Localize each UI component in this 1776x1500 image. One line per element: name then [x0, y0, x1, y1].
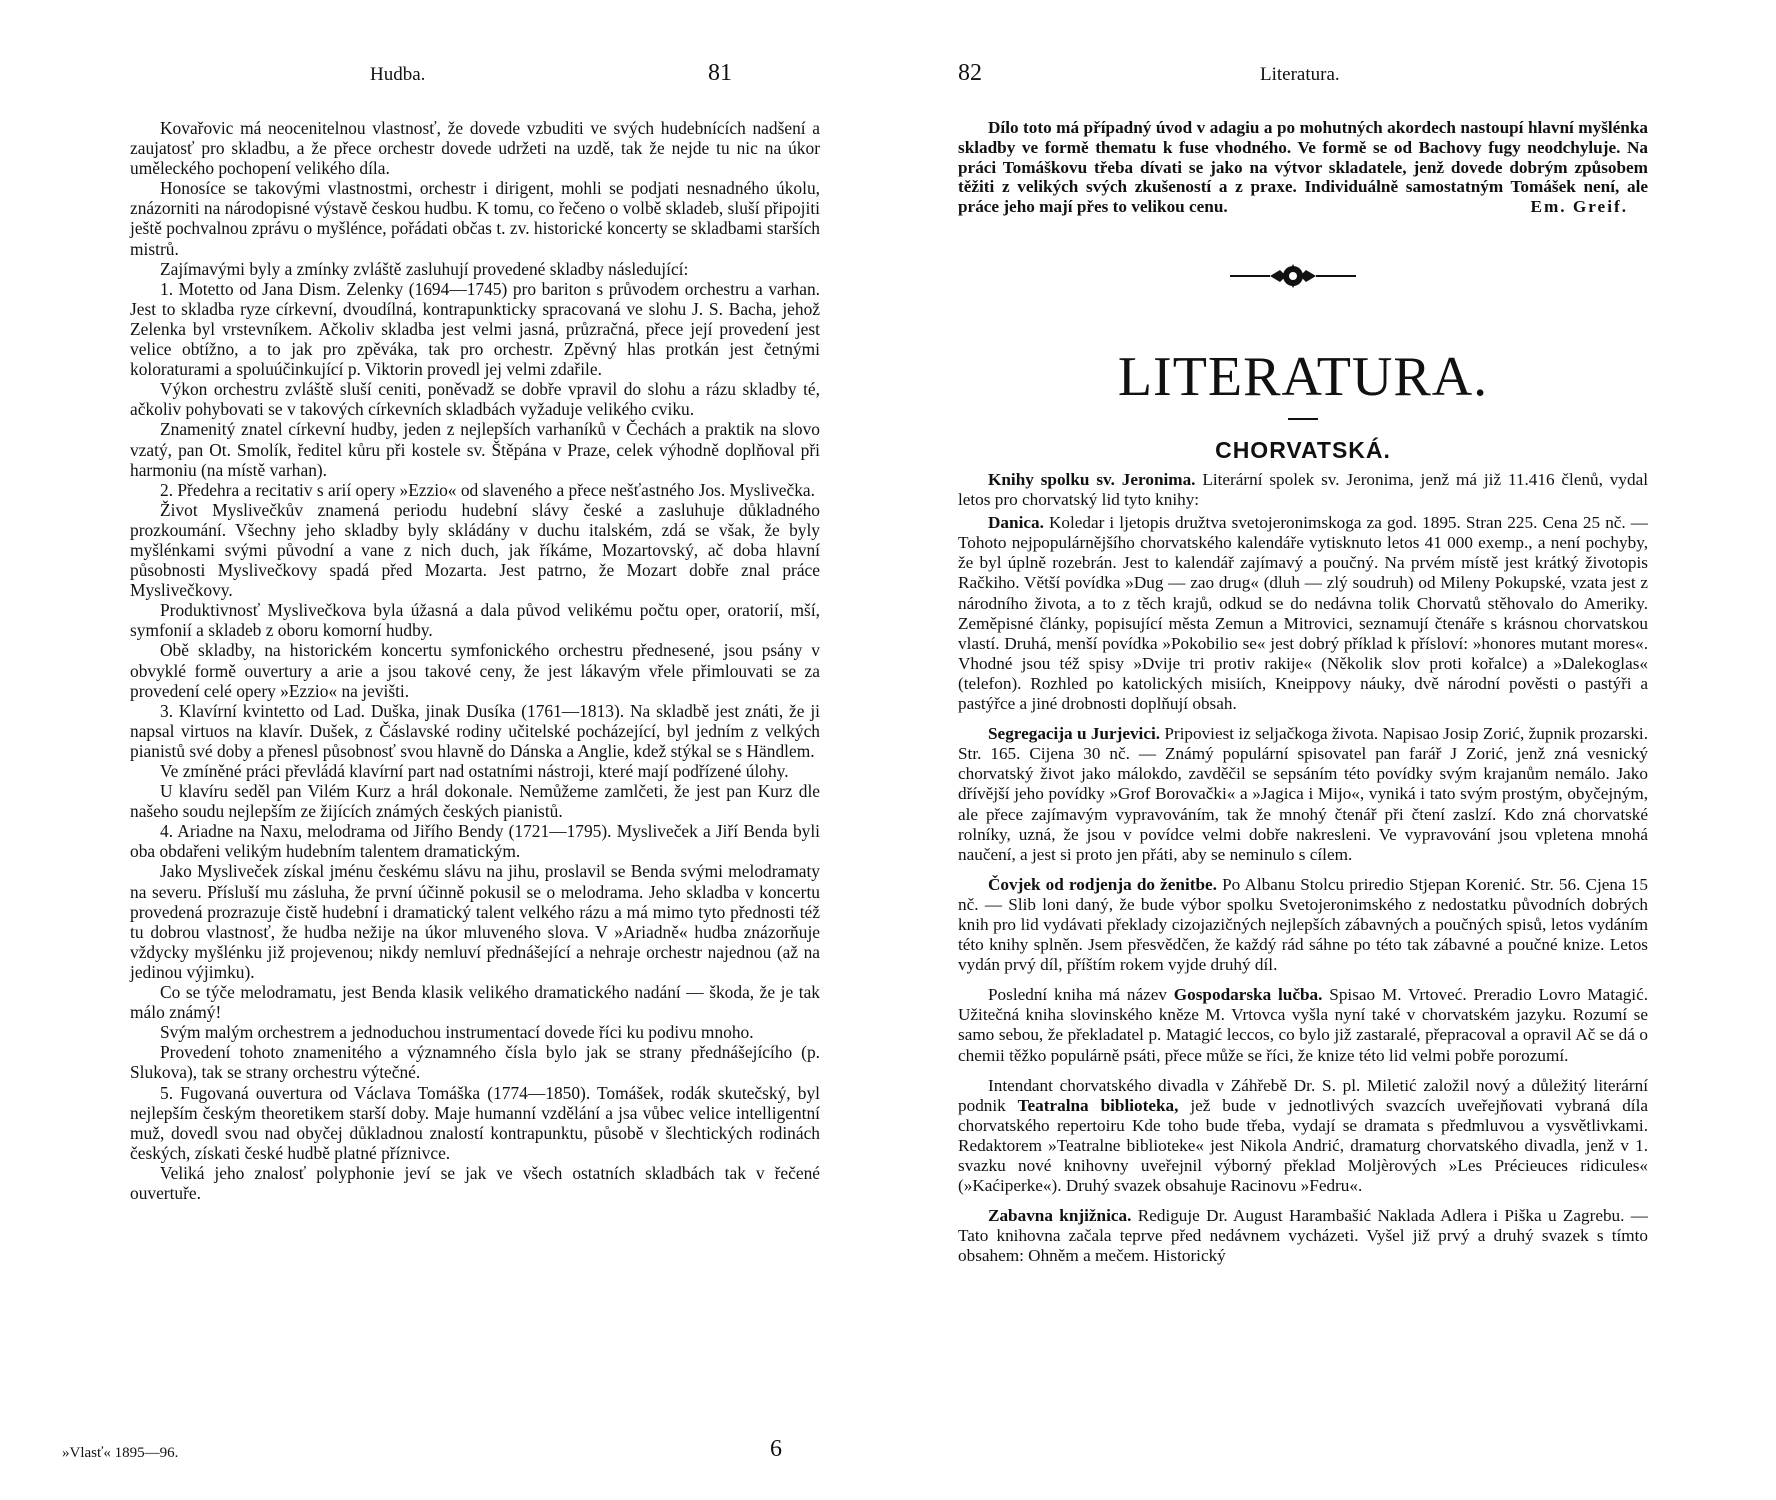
paragraph: Znamenitý znatel církevní hudby, jeden z nejlepších varhaníků v Čechách a praktik na slovo vzatý, pan Ot. Smolík, ředitel kůru při kostele sv. Štěpána v Praze, celek výhodně doplňoval při harmoniu (na místě varhan). — [130, 419, 820, 480]
entry-title: Gospodarska lučba. — [1173, 985, 1323, 1005]
entry — [958, 985, 1648, 1065]
right-page — [958, 0, 1648, 1500]
entry-lead-in: Poslední kniha má název — [988, 985, 1174, 1005]
paragraph: 2. Předehra a recitativ s arií opery »Ezzio« od slaveného a přece nešťastného Jos. Myslivečka. — [160, 479, 816, 500]
section-title: CHORVATSKÁ. — [1215, 437, 1391, 463]
entry — [958, 1076, 1648, 1197]
author-signature: Em. Greif. — [1530, 196, 1628, 216]
entry-title: Teatralna biblioteka, — [1017, 1095, 1179, 1115]
paragraph: Ve zmíněné práci převládá klavírní part nad ostatními nástroji, které mají podřízené úlohy. — [160, 761, 789, 781]
paragraph: Kovařovic má neocenitelnou vlastnosť, že dovede vzbuditi ve svých hudebnících nadšení a zaujatosť pro skladbu, a že přece orchestr dovede udržeti na uzdě, tak že nejde tu nic na úkor uměleckého pochopení velikého díla. — [130, 118, 820, 179]
entry-text: jež bude v jednotlivých svazcích uveřejňovati vybraná díla chorvatského repertoiru Kde toho bude třeba, vydají se dramata s předmluvou a vysvětlivkami. Redaktorem »Teatralne biblioteke« jest Nikola Andrić, dramaturg chorvatského divadla, jenž v 1. svazku nové knihovny uveřejnil výborný překlad Moljèrových »Les Précieuces ridicules« (»Kaćiperke«). Druhý svazek obsahuje Racinovu »Fedru«. — [958, 1095, 1648, 1196]
paragraph: 5. Fugovaná ouvertura od Václava Tomáška (1774—1850). Tomášek, rodák skutečský, byl nejlepším českým theoretikem starší doby. Maje humanní vzdělání a jsa vůbec velice intelligentní muž, dovedl svou nad obyčej důkladnou znalostí kontrapunktu, působě v šlechtických rodinách českých, získati české hudbě platné příznivce. — [130, 1082, 820, 1163]
paragraph: Produktivnosť Myslivečkova byla úžasná a dala původ velikému počtu oper, oratorií, mší, symfonií a skladeb z oboru komorní hudby. — [130, 600, 820, 641]
left-page — [62, 0, 820, 1500]
page-number: 82 — [958, 60, 982, 86]
entry-title: Segregacija u Jurjevici. — [988, 724, 1161, 744]
entry-title: Knihy spolku sv. Jeronima. — [988, 470, 1196, 489]
entry-title: Čovjek od rodjenja do ženitbe. — [988, 874, 1217, 894]
paragraph: Obě skladby, na historickém koncertu symfonického orchestru přednesené, jsou psány v obvyklé formě ouvertury a arie a jsou takové ceny, že jest lákavým vřele přimlouvati se za provedení celé opery »Ezzio« na jevišti. — [130, 640, 820, 701]
paragraph: Veliká jeho znalosť polyphonie jeví se jak ve všech ostatních skladbách tak v řečené ouvertuře. — [130, 1162, 820, 1203]
paragraph: Co se týče melodramatu, jest Benda klasik velikého dramatického nadání — škoda, že je tak málo známý! — [130, 982, 820, 1023]
entry-title: Zabavna knjižnica. — [988, 1206, 1132, 1226]
page-number: 81 — [708, 60, 732, 86]
left-body-text — [130, 118, 820, 1203]
sheet-number: 6 — [770, 1436, 782, 1462]
entry-text: Pripoviest iz seljačkoga života. Napisao Josip Zorić, župnik prozarski. Str. 165. Cijena 30 nč. — Známý populární spisovatel pan farář J Zorić, jenž zná vesnický chorvatský život jako málokdo, zavděčil se sepsáním této povídky svým krajanům nemálo. Jako dřívější jeho povídky »Grof Borovački« a »Jagica i Mijo«, vyniká i tato svým prostým, obyčejným, ale přece zajímavým vypravováním, tak že mnohý čtenář při čtení zaslzí. Kdo zná chorvatské rolníky, uzná, že jsou v povídce velmi dobře nakresleni. Ve vypravování jsou vpletena mnohá naučení, a jest si proto jen přáti, aby se neminulo s cílem. — [958, 724, 1648, 864]
paragraph: Jako Mysliveček získal jménu českému slávu na jihu, proslavil se Benda svými melodramaty na severu. Přísluší mu zásluha, že první účinně pokusil se o melodrama. Jeho skladba v koncertu provedená prozrazuje čistě hudební i dramatický talent velkého rázu a má mimo tyto přednosti též tu dobrou vlastnosť, že hudba nežije na úkor mluveného slova. V »Ariadně« hudba znázorňuje vždycky myšlénku již projevenou; nikdy nemluví přednášející a nehraje orchestr najednou (až na jedinou výjimku). — [130, 861, 820, 982]
main-title: LITERATURA. — [1117, 346, 1489, 408]
entry — [958, 875, 1648, 975]
paragraph: Zajímavými byly a zmínky zvláště zasluhují provedené skladby následující: — [160, 258, 689, 279]
paragraph: U klavíru seděl pan Vilém Kurz a hrál dokonale. Nemůžeme zamlčeti, že jest pan Kurz dle našeho soudu nejlepším ze žijících známých českých pianistů. — [130, 781, 820, 822]
entry-text: Po Albanu Stolcu priredio Stjepan Korenić. Str. 56. Cjena 15 nč. — Slib loni daný, že bude výbor spolku Svetojeronimského z nedostatku původních dobrých knih pro lid vydávati překlady cizojazičných nejlepších zábavných a poučných spisů, letos vydáním této knihy splněn. Jsem přesvědčen, že každý rád sáhne po této tak zábavné a poučné knize. Letos vydán prvý díl, příštím rokem vyjde druhý díl. — [958, 874, 1648, 975]
entry — [958, 470, 1648, 510]
entry-text: Literární spolek sv. Jeronima, jenž má již 11.416 členů, vydal letos pro chorvatský lid tyto knihy: — [958, 470, 1648, 510]
entry-text: Rediguje Dr. August Harambašić Naklada Adlera i Piška u Zagrebu. — Tato knihovna začala teprve před nedávnem vycházeti. Vyšel již prvý a druhý svazek s tímto obsahem: Ohněm a mečem. Historický — [958, 1206, 1648, 1266]
entry — [958, 513, 1648, 714]
paragraph: Honosíce se takovými vlastnostmi, orchestr i dirigent, mohli se podjati nesnadného úkolu, znázorniti na národopisné výstavě českou hudbu. K tomu, co řečeno o volbě skladeb, sluší připojiti ještě pochvalnou zprávu o myšlénce, pořádati občas t. zv. historické koncerty se skladbami starších mistrů. — [130, 178, 820, 259]
paragraph: Výkon orchestru zvláště sluší ceniti, poněvadž se dobře vpravil do slohu a rázu skladby té, ačkoliv pohybovati se v takových církevních skladbách vyžaduje velikého cviku. — [130, 379, 820, 420]
entry-title: Danica. — [988, 513, 1044, 533]
title-rule — [1288, 418, 1318, 420]
entry-lead-in: Intendant chorvatského divadla v Záhřebě Dr. S. pl. Miletić založil nový a důležitý literární podnik — [958, 1075, 1648, 1115]
running-head: Hudba. — [370, 64, 426, 85]
paragraph: 4. Ariadne na Naxu, melodrama od Jiřího Bendy (1721—1795). Mysliveček a Jiří Benda byli oba obdařeni velikým hudebním talentem dramatickým. — [130, 821, 820, 862]
ornament-divider — [1228, 262, 1358, 290]
running-head: Literatura. — [1260, 64, 1340, 85]
paragraph: Dílo toto má případný úvod v adagiu a po mohutných akordech nastoupí hlavní myšlénka skladby ve formě thematu k fuse vhodného. Ve formě se od Bachovy fugy neodchyluje. Na práci Tomáškovu třeba dívati se jako na výtvor skladatele, jenž dovede dobrým způsobem těžiti z velikých svých zkušeností a z praxe. Individuálně samostatným Tomášek není, ale práce jeho mají přes to velikou cenu. — [958, 118, 1648, 217]
paragraph: 3. Klavírní kvintetto od Lad. Duška, jinak Dusíka (1761—1813). Na skladbě jest znáti, že ji napsal virtuos na klavír. Dušek, z Čáslavské rodiny učitelské pocházející, byl jedním z velkých pianistů své doby a přenesl působnosť svou hlavně do Dánska a Anglie, kdež stýkal se s Händlem. — [130, 700, 820, 761]
review-entries — [958, 470, 1648, 1266]
paragraph: Svým malým orchestrem a jednoduchou instrumentací dovede říci ku podivu mnoho. — [160, 1022, 754, 1043]
entry-text: Spisao M. Vrtoveć. Preradio Lovro Matagić. Užitečná kniha slovinského kněze M. Vrtovca vyšla nyní také v chorvatském jazyku. Rozumí se samo sebou, že překladatel p. Matagić leccos, co bylo již zastaralé, přepracoval a opravil Ač se dá o chemii těžko populárně psáti, přece může se říci, že knize této lid velmi pobře porozumí. — [958, 985, 1648, 1065]
paragraph: 1. Motetto od Jana Dism. Zelenky (1694—1745) pro bariton s průvodem orchestru a varhan. Jest to skladba ryze církevní, dvoudílná, kontrapunkticky spracovaná ve slohu J. S. Bacha, jehož Zelenka byl vrstevníkem. Ačkoliv skladba jest velmi jasná, průzračná, přece její provedení jest velice obtížno, a to jak pro zpěváka, tak pro orchestr. Zpěvný hlas protkán jest četnými koloraturami a spoluúčinkující p. Viktorin provedl jej velmi zdařile. — [130, 278, 820, 380]
paragraph: Provedení tohoto znamenitého a významného čísla bylo jak se strany přednášejícího (p. Slukova), tak se strany orchestru výtečné. — [130, 1042, 820, 1083]
entry-text: Koledar i ljetopis družtva svetojeronimskoga za god. 1895. Stran 225. Cena 25 nč. — Tohoto nejpopulárnějšího chorvatského kalendáře vytisknuto letos 41 000 exemp., a není pochyby, že byl úplně rozebrán. Jest to kalendář zajímavý a poučný. Na prvém místě jest krátký životopis Račkiho. Větší povídka »Dug — zao drug« (dluh — zlý soudruh) od Mileny Pokupské, vzata jest z národního života, a to z těch krajů, odkud se do nedávna tolik Chorvatů stěhovalo do Ameriky. Zeměpisné články, popisující města Zemun a Mitrovici, seznamují čtenáře s krásnou chorvatskou vlastí. Druhá, menší povídka »Pokobilio se« jest dobrý příklad k přísloví: »honores mutant mores«. Vhodné jsou též spisy »Dvije tri protiv rakije« (Několik slov proti kořalce) a »Dalekoglas« (telefon). Rozhled po katolických misiích, Kneippovy náuky, dvě národní pověsti o pastýři a pastýřce a jiné drobnosti doplňují obsah. — [958, 513, 1648, 714]
paragraph: Život Myslivečkův znamená periodu hudební slávy české a zasluhuje důkladného prozkoumání. Všechny jeho skladby byly skládány v duchu italském, zdá se však, že byly myšlénkami svými původní a vane z nich duch, jak říkáme, Mozartovský, ač doba hlavní působnosti Myslivečkovy spadá před Mozarta. Jest patrno, že Mozart dobře znal práce Myslivečkovy. — [130, 499, 820, 601]
intro-text — [958, 118, 1648, 217]
entry — [958, 724, 1648, 865]
signature-mark: »Vlasť« 1895—96. — [62, 1445, 179, 1461]
entry — [958, 1206, 1648, 1266]
